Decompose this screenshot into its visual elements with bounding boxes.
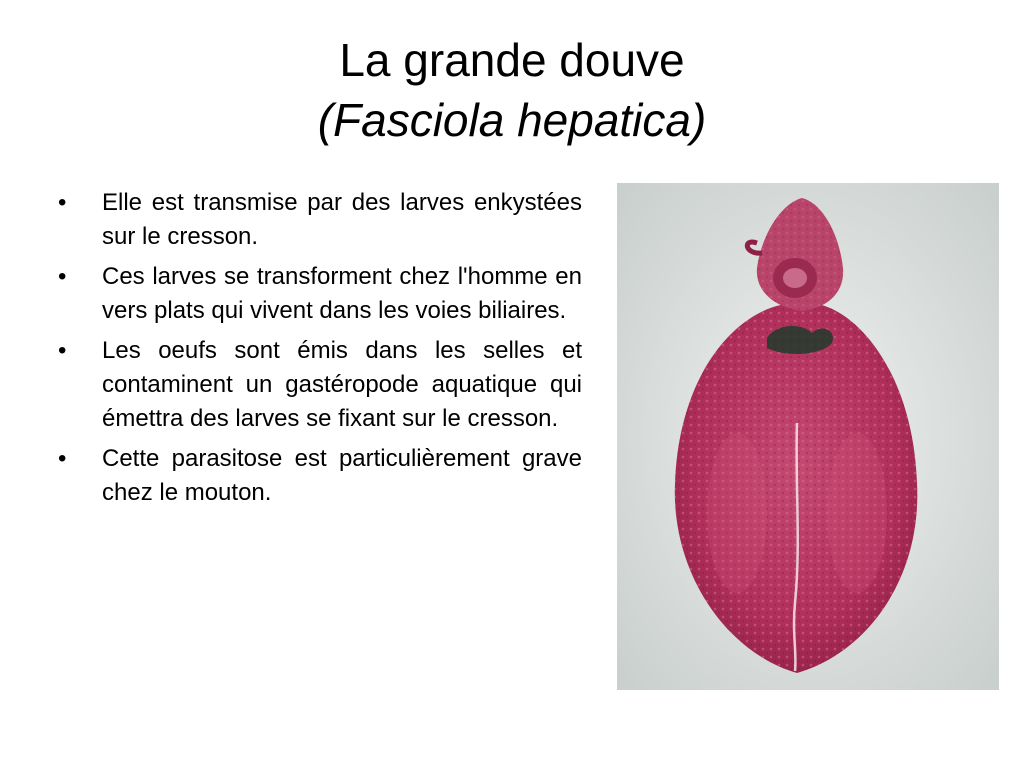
bullet-item — [52, 334, 582, 436]
bullet-text: Cette parasitose est particulièrement grave chez le mouton. — [102, 445, 582, 506]
bullet-text: Elle est transmise par des larves enkystées sur le cresson. — [102, 189, 582, 250]
bullet-item — [52, 442, 582, 510]
slide-title — [0, 30, 1024, 150]
bullet-icon: • — [58, 445, 67, 472]
fluke-photo — [617, 183, 999, 690]
title-text: La grande douve — [339, 34, 685, 86]
bullet-icon: • — [58, 263, 67, 290]
bullet-icon: • — [58, 337, 67, 364]
bullet-item — [52, 260, 582, 328]
bullet-text: Les oeufs sont émis dans les selles et contaminent un gastéropode aquatique qui émettra des larves se fixant sur le cresson. — [102, 337, 582, 432]
bullet-item — [52, 186, 582, 254]
title-subtitle: (Fasciola hepatica) — [317, 94, 707, 146]
fluke-photo-illustration — [617, 183, 999, 690]
bullet-icon: • — [58, 189, 67, 216]
bullet-text: Ces larves se transforment chez l'homme en vers plats qui vivent dans les voies biliaires. — [102, 263, 582, 324]
bullet-list — [52, 186, 582, 516]
